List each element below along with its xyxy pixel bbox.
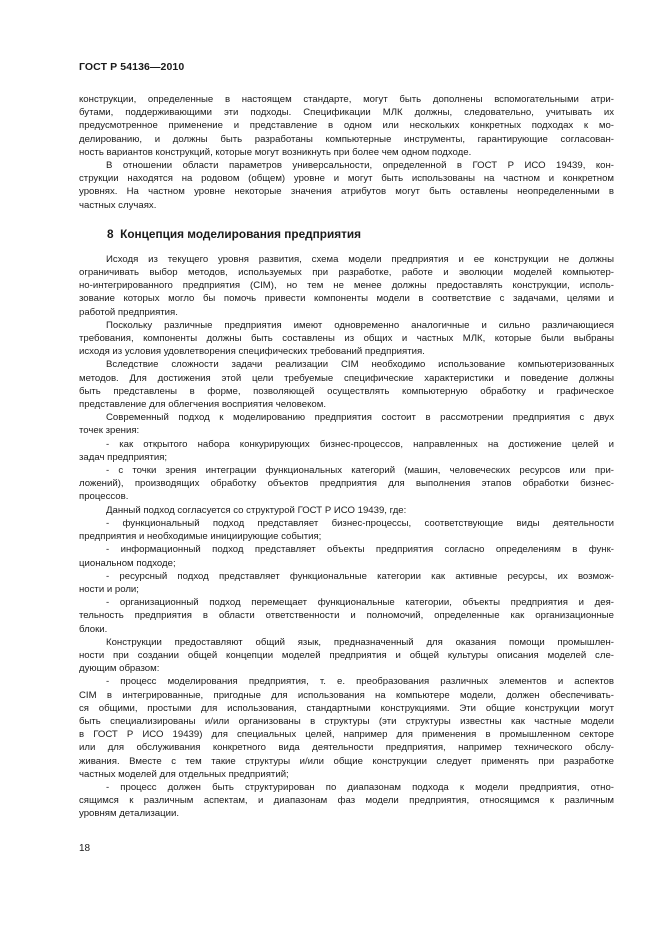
- paragraphs-after-heading: [79, 253, 614, 821]
- text-line: предприятия и необходимые инициирующие события;: [79, 531, 322, 543]
- text-line: ности при создании общей концепции моделей предприятия и общей культуры описания моделей сле-: [79, 649, 614, 661]
- text-line: CIM в интегрированные, пригодные для использования на компьютере модели, должен обеспечивать-: [79, 689, 614, 701]
- text-line: задач предприятия;: [79, 451, 168, 463]
- text-line: В отношении области параметров универсальности, определенной в ГОСТ Р ИСО 19439, кон-: [106, 160, 614, 172]
- section-title: Концепция моделирования предприятия: [120, 226, 362, 241]
- text-line: Поскольку различные предприятия имеют одновременно аналогичные и сильно различающиеся: [106, 319, 614, 331]
- text-line: представление для облегчения восприятия человеком.: [79, 399, 326, 411]
- text-line: быть представлены в форме, позволяющей осуществлять компьютерную обработку и графическое: [79, 385, 614, 397]
- text-line: работой предприятия.: [79, 306, 178, 318]
- text-line: ложений), производящих обработку объектов предприятия для выполнения этапов обработки бизнес-: [79, 478, 614, 490]
- text-line: циональном подходе;: [79, 557, 176, 569]
- text-line: уровнях. На частном уровне некоторые значения атрибутов могут быть оставлены неопределенными в: [79, 186, 614, 198]
- text-line: делированию, и должны быть разработаны компьютерные инструменты, гарантирующие согласован-: [79, 133, 614, 145]
- text-line: исходя из условия удовлетворения специфических требований предприятия.: [79, 346, 425, 358]
- text-line: зование которых могло бы помочь привести компоненты модели в соответствие с задачами, целями и: [79, 293, 614, 305]
- text-line: ограничивать выбор методов, используемых при разработке, работе и эволюции моделей компьютер-: [79, 267, 614, 279]
- text-line: в ГОСТ Р ИСО 19439) для специальных целей, например для применения в промышленном секторе: [79, 729, 614, 741]
- text-line: тельность предприятия в области ответственности и полномочий, определенные как организационные: [79, 610, 614, 622]
- text-line: Вследствие сложности задачи реализации CIM необходимо использование компьютеризованных: [106, 359, 614, 371]
- section-number: 8: [107, 226, 114, 241]
- text-line: - организационный подход перемещает функциональные категории, объекты предприятия и дея-: [106, 597, 614, 609]
- text-line: Конструкции предоставляют общий язык, предназначенный для оказания помощи промышлен-: [106, 636, 614, 648]
- page-number: 18: [79, 843, 91, 854]
- text-line: сящимся к различным аспектам, и диапазонам фаз модели предприятия, относящимся к различным: [79, 795, 614, 807]
- text-line: - информационный подход представляет объекты предприятия согласно определениям в функ-: [106, 544, 614, 556]
- text-line: конструкции, определенные в настоящем стандарте, могут быть дополнены вспомогательными атри-: [79, 94, 614, 105]
- text-line: уровням детализации.: [79, 808, 180, 820]
- text-line: Современный подход к моделированию предприятия состоит в рассмотрении предприятия с двух: [106, 412, 614, 424]
- body-text: [79, 93, 614, 821]
- text-line: предусмотренное применение и представление в одном или нескольких конкретных подходах к мо-: [79, 120, 614, 132]
- text-line: требования, компоненты должны быть составлены из общих и частных МЛК, которые были выбраны: [79, 333, 614, 345]
- document-header: ГОСТ Р 54136—2010: [79, 61, 185, 73]
- text-line: - как открытого набора конкурирующих бизнес-процессов, направленных на достижение целей и: [106, 438, 614, 450]
- text-line: дующим образом:: [79, 663, 160, 675]
- text-line: бутами, поддерживающими эти подходы. Спецификации МЛК должны, следовательно, учитывать их: [79, 107, 614, 119]
- text-line: частных случаях.: [79, 199, 157, 211]
- text-line: методов. Для достижения этой цели требуемые специфические характеристики и поведение должны: [79, 372, 614, 384]
- text-line: - процесс должен быть структурирован по диапазонам подхода к модели предприятия, отно-: [106, 781, 614, 793]
- text-line: Данный подход согласуется со структурой ГОСТ Р ИСО 19439, где:: [106, 504, 407, 516]
- paragraphs-before-heading: [79, 93, 614, 212]
- text-line: - функциональный подход представляет бизнес-процессы, соответствующие виды деятельности: [106, 517, 614, 529]
- text-line: Исходя из текущего уровня развития, схема модели предприятия и ее конструкции не должны: [106, 253, 614, 265]
- text-line: но-интегрированного предприятия (CIM), но тем не менее должны предоставлять конструкции, исполь-: [79, 280, 614, 292]
- text-line: частных моделей для отдельных предприятий;: [79, 768, 289, 780]
- text-line: быть специализированы и/или организованы в структуры (эти структуры известны как частные модели: [79, 715, 614, 727]
- text-line: точек зрения:: [79, 425, 140, 437]
- text-line: - с точки зрения интеграции функциональных категорий (машин, человеческих ресурсов или при-: [106, 465, 614, 477]
- text-line: живания. Вместе с тем такие структуры и/или общие конструкции следует применять при разработке: [79, 755, 614, 767]
- text-line: ности и роли;: [79, 583, 139, 595]
- text-line: процессов.: [79, 491, 129, 503]
- text-line: блоки.: [79, 623, 108, 635]
- text-line: струкции находятся на родовом (общем) уровне и могут быть использованы на частном и конкретном: [79, 173, 614, 185]
- text-line: ся общими, простыми для использования, стандартными конструкциями. Эти общие конструкции могут: [79, 702, 614, 714]
- text-line: - процесс моделирования предприятия, т. е. преобразования различных элементов и аспектов: [106, 676, 614, 688]
- text-line: - ресурсный подход представляет функциональные категории как активные ресурсы, их возмож-: [106, 570, 614, 582]
- text-line: ность вариантов конструкций, которые могут возникнуть при более чем одном подходе.: [79, 146, 472, 158]
- text-line: или для обслуживания конкретного вида деятельности предприятия, например технического обслу-: [79, 742, 614, 754]
- section-heading: [79, 227, 614, 241]
